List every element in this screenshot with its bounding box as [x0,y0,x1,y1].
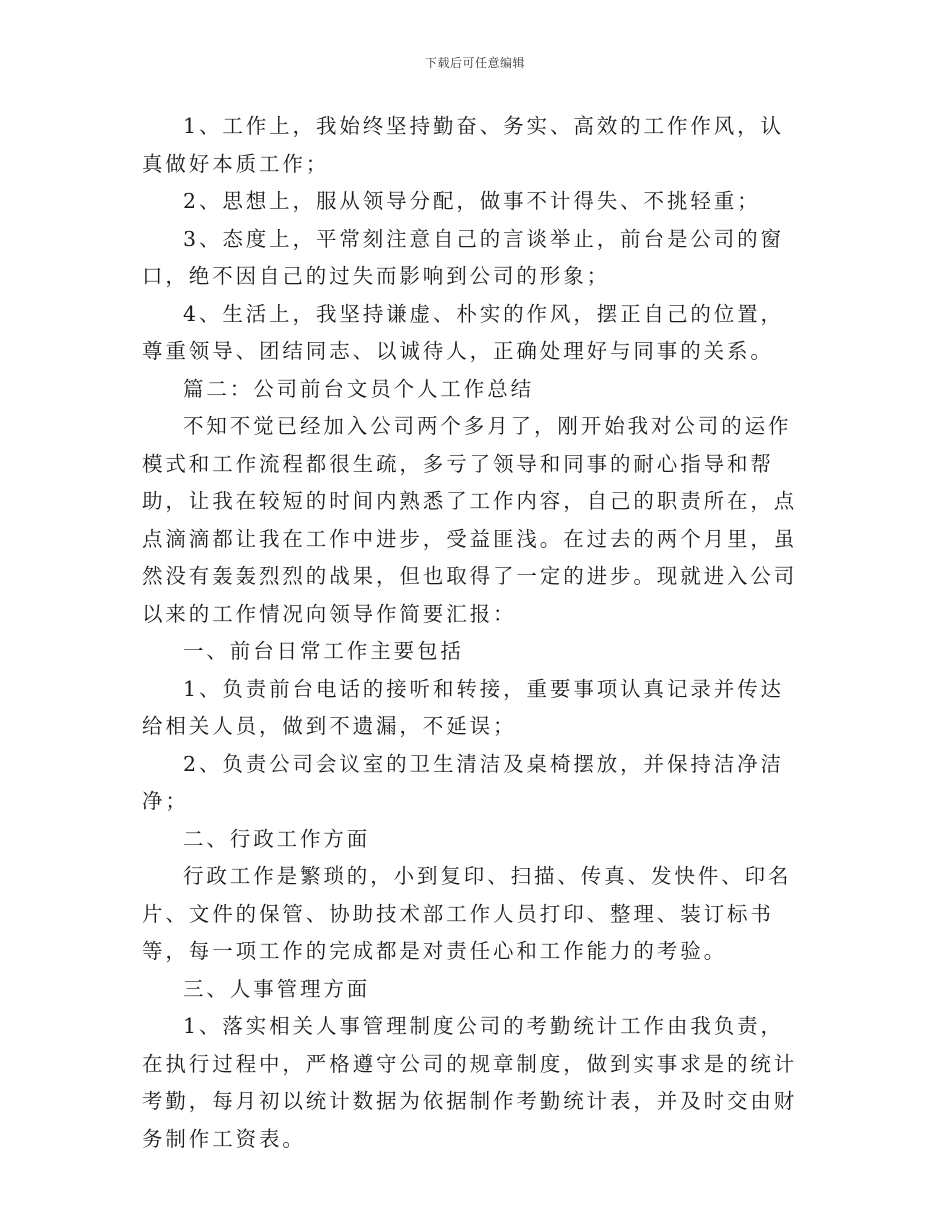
paragraph-work-attitude: 1、工作上，我始终坚持勤奋、务实、高效的工作作风，认真做好本质工作； [142,114,784,176]
paragraph-admin-work: 行政工作是繁琐的，小到复印、扫描、传真、发快件、印名片、文件的保管、协助技术部工作人员打印、整理、装订标书等，每一项工作的完成都是对责任心和工作能力的考验。 [142,864,792,963]
section-heading-daily-work: 一、前台日常工作主要包括 [183,639,464,663]
document-body [142,108,807,1158]
section-title-part-two: 篇二：公司前台文员个人工作总结 [183,376,534,401]
paragraph-intro: 不知不觉已经加入公司两个多月了，刚开始我对公司的运作模式和工作流程都很生疏，多亏了领导和同事的耐心指导和帮助，让我在较短的时间内熟悉了工作内容，自己的职责所在，点点滴滴都让我在工作中进步，受益匪浅。在过去的两个月里，虽然没有轰轰烈烈的战果，但也取得了一定的进步。现就进入公司以来的工作情况向领导作简要汇报： [142,414,798,626]
paragraph-manner: 3、态度上，平常刻注意自己的言谈举止，前台是公司的窗口，绝不因自己的过失而影响到公司的形象； [142,226,784,288]
paragraph-attendance: 1、落实相关人事管理制度公司的考勤统计工作由我负责，在执行过程中，严格遵守公司的规章制度，做到实事求是的统计考勤，每月初以统计数据为依据制作考勤统计表，并及时交由财务制作工资表。 [142,1014,798,1151]
paragraph-life: 4、生活上，我坚持谦虚、朴实的作风，摆正自己的位置，尊重领导、团结同志、以诚待人，正确处理好与同事的关系。 [142,301,784,363]
section-heading-hr: 三、人事管理方面 [183,976,371,1001]
header-note: 下载后可任意编辑 [424,56,525,70]
paragraph-meeting-room: 2、负责公司会议室的卫生清洁及桌椅摆放，并保持洁净洁净； [142,751,784,813]
section-heading-admin: 二、行政工作方面 [183,826,371,851]
paragraph-thinking: 2、思想上，服从领导分配，做事不计得失、不挑轻重； [183,189,761,213]
paragraph-phone-duty: 1、负责前台电话的接听和转接，重要事项认真记录并传达给相关人员，做到不遗漏，不延误； [142,676,784,738]
